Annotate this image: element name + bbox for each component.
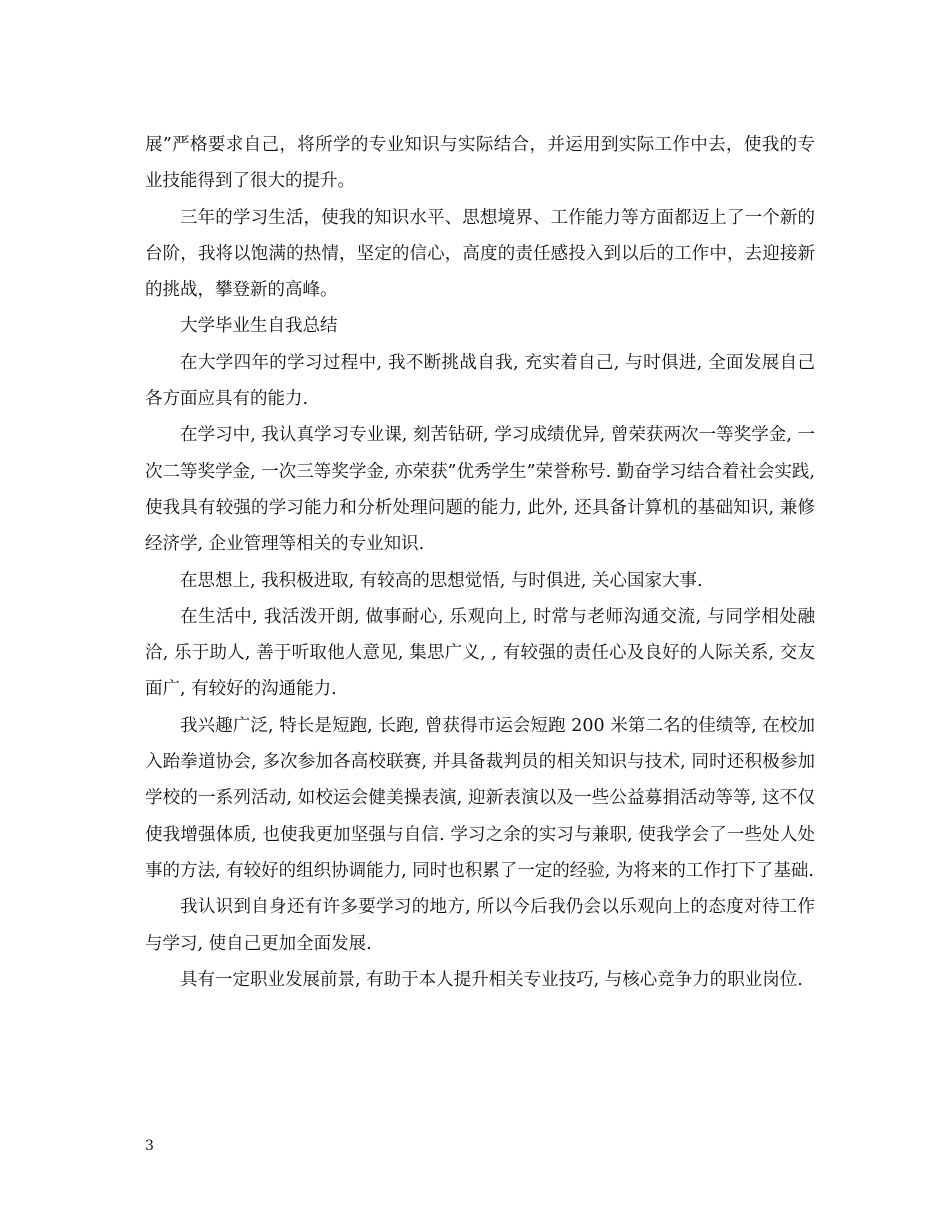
page-number: 3	[145, 1138, 154, 1154]
paragraph-study: 在学习中, 我认真学习专业课, 刻苦钻研, 学习成绩优异, 曾荣获两次一等奖学金, 一次二等奖学金, 一次三等奖学金, 亦荣获”优秀学生”荣誉称号. 勤奋学习结合着社会实践, 使我具有较强的学习能力和分析处理问题的能力, 此外, 还具备计算机的基础知识, 兼修经济学, 企业管理等相关的专业知识.	[145, 425, 815, 555]
paragraph-life: 在生活中, 我活泼开朗, 做事耐心, 乐观向上, 时常与老师沟通交流, 与同学相处融洽, 乐于助人, 善于听取他人意见, 集思广义, , 有较强的责任心及良好的人际关系, 交友面广, 有较好的沟通能力.	[145, 606, 815, 700]
paragraph-self-awareness: 我认识到自身还有许多要学习的地方, 所以今后我仍会以乐观向上的态度对待工作与学习, 使自己更加全面发展.	[145, 897, 815, 954]
section-heading: 大学毕业生自我总结	[180, 316, 338, 337]
paragraph-intro: 在大学四年的学习过程中, 我不断挑战自我, 充实着自己, 与时俱进, 全面发展自己各方面应具有的能力.	[145, 352, 815, 410]
paragraph-continuation: 展”严格要求自己，将所学的专业知识与实际结合，并运用到实际工作中去，使我的专业技能得到了很大的提升。	[145, 135, 815, 192]
paragraph-thought: 在思想上, 我积极进取, 有较高的思想觉悟, 与时俱进, 关心国家大事.	[180, 570, 703, 591]
paragraph-interests: 我兴趣广泛, 特长是短跑, 长跑, 曾获得市运会短跑 200 米第二名的佳绩等, 在校加入跆拳道协会, 多次参加各高校联赛, 并具备裁判员的相关知识与技术, 同时还积极参加学校的一系列活动, 如校运会健美操表演, 迎新表演以及一些公益募捐活动等等, 这不仅使我增强体质, 也使我更加坚强与自信. 学习之余的实习与兼职, 使我学会了一些处人处事的方法, 有较好的组织协调能力, 同时也积累了一定的经验, 为将来的工作打下了基础.	[145, 715, 815, 881]
document-body	[145, 127, 815, 998]
paragraph-study-life: 三年的学习生活，使我的知识水平、思想境界、工作能力等方面都迈上了一个新的台阶，我将以饱满的热情，坚定的信心，高度的责任感投入到以后的工作中，去迎接新的挑战，攀登新的高峰。	[145, 207, 815, 301]
paragraph-career: 具有一定职业发展前景, 有助于本人提升相关专业技巧, 与核心竞争力的职业岗位.	[180, 969, 803, 990]
